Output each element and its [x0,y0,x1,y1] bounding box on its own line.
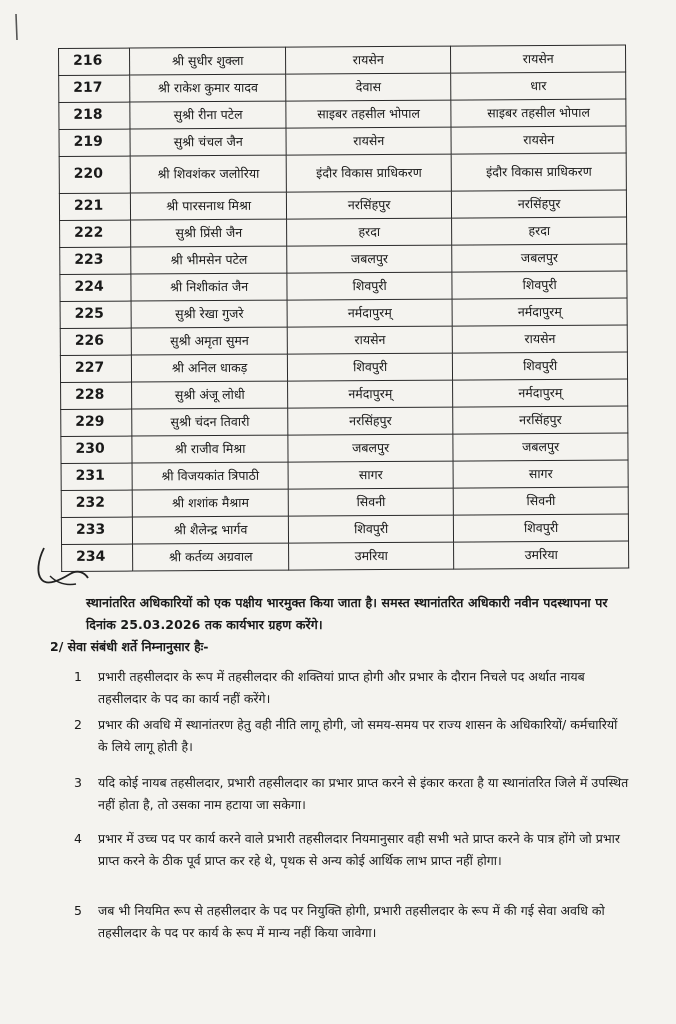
condition-text: जब भी नियमित रूप से तहसीलदार के पद पर नियुक्ति होगी, प्रभारी तहसीलदार के रूप में की गई सेवा अवधि को तहसीलदार के पद पर कार्य के रूप में मान्य नहीं किया जावेगा। [98,903,605,940]
serial-number-cell: 217 [59,75,130,102]
table-row [59,99,626,129]
current-posting-cell: जबलपुर [288,434,453,462]
officer-name-cell: श्री अनिल धाकड़ [132,354,288,382]
condition-item [74,666,630,710]
new-posting-cell: रायसेन [451,126,626,154]
current-posting-cell: सिवनी [288,488,453,516]
serial-number-cell: 221 [59,193,130,220]
current-posting-cell: शिवपुरी [287,353,452,381]
new-posting-cell: नर्मदापुरम् [453,379,628,407]
current-posting-cell: सागर [288,461,453,489]
current-posting-cell: देवास [286,73,451,101]
table-row [61,487,628,517]
officer-name-cell: श्री पारसनाथ मिश्रा [131,192,287,220]
intro-paragraph: स्थानांतरित अधिकारियों को एक पक्षीय भारमुक्त किया जाता है। समस्त स्थानांतरित अधिकारी नवीन पदस्थापना पर दिनांक 25.03.2026 तक कार्यभार ग्रहण करेंगे। [86,595,608,632]
condition-text: प्रभार की अवधि में स्थानांतरण हेतु वही नीति लागू होगी, जो समय-समय पर राज्य शासन के अधिकारियों/ कर्मचारियों के लिये लागू होती है। [98,717,618,754]
current-posting-cell: इंदौर विकास प्राधिकरण [286,154,452,192]
table-row [61,379,628,409]
margin-tick-mark [10,12,22,42]
condition-text: प्रभारी तहसीलदार के रूप में तहसीलदार की शक्तियां प्राप्त होगी और प्रभार के दौरान निचले पद अर्थात नायब तहसीलदार के पद का कार्य नहीं करेंगे। [98,669,585,706]
new-posting-cell: नरसिंहपुर [453,406,628,434]
officer-name-cell: सुश्री अमृता सुमन [132,327,288,355]
table-row [61,406,628,436]
table-row [60,244,627,274]
serial-number-cell: 233 [61,517,132,544]
officer-name-cell: सुश्री चंचल जैन [130,128,286,156]
serial-number-cell: 224 [60,274,131,301]
officer-name-cell: श्री निशीकांत जैन [131,273,287,301]
serial-number-cell: 234 [62,544,133,571]
table-row [62,541,629,571]
condition-number: 2 [74,717,82,732]
condition-text: प्रभार में उच्च पद पर कार्य करने वाले प्रभारी तहसीलदार नियमानुसार वही सभी भते प्राप्त करने के पात्र होंगे जो प्रभार प्राप्त करने के ठीक पूर्व प्राप्त कर रहे थे, पृथक से अन्य कोई आर्थिक लाभ प्राप्त नहीं होगा। [98,831,621,868]
table-row [61,514,628,544]
officer-name-cell: श्री शिवशंकर जलोरिया [130,155,286,193]
officer-name-cell: सुश्री प्रिंसी जैन [131,219,287,247]
new-posting-cell: साइबर तहसील भोपाल [451,99,626,127]
officer-name-cell: सुश्री रीना पटेल [130,101,286,129]
table-row [60,352,627,382]
current-posting-cell: नरसिंहपुर [288,407,453,435]
table-row [60,298,627,328]
transfer-table [58,45,629,572]
condition-item [74,772,630,816]
officer-name-cell: श्री भीमसेन पटेल [131,246,287,274]
current-posting-cell: रायसेन [286,46,451,74]
new-posting-cell: शिवपुरी [452,271,627,299]
table-row [59,190,626,220]
table-row [60,325,627,355]
new-posting-cell: जबलपुर [453,433,628,461]
officer-name-cell: श्री सुधीर शुक्ला [130,47,286,75]
serial-number-cell: 220 [59,156,131,193]
serial-number-cell: 228 [61,382,132,409]
current-posting-cell: शिवपुरी [288,515,453,543]
officer-name-cell: श्री राकेश कुमार यादव [130,74,286,102]
table-row [59,126,626,156]
table-row [59,72,626,102]
current-posting-cell: हरदा [287,218,452,246]
new-posting-cell: नर्मदापुरम् [452,298,627,326]
serial-number-cell: 226 [60,328,131,355]
new-posting-cell: रायसेन [451,45,626,73]
condition-number: 5 [74,903,82,918]
serial-number-cell: 225 [60,301,131,328]
condition-number: 4 [74,831,82,846]
condition-number: 3 [74,775,82,790]
new-posting-cell: सिवनी [454,487,629,515]
handwritten-scribble [30,540,90,590]
new-posting-cell: उमरिया [454,541,629,569]
new-posting-cell: धार [451,72,626,100]
current-posting-cell: नर्मदापुरम् [287,299,452,327]
new-posting-cell: शिवपुरी [454,514,629,542]
table-row [59,153,626,193]
new-posting-cell: सागर [453,460,628,488]
officer-name-cell: श्री शैलेन्द्र भार्गव [133,516,289,544]
table-row [60,217,627,247]
table-row [61,433,628,463]
serial-number-cell: 222 [60,220,131,247]
current-posting-cell: रायसेन [286,127,451,155]
current-posting-cell: साइबर तहसील भोपाल [286,100,451,128]
officer-name-cell: श्री कर्तव्य अग्रवाल [133,543,289,571]
new-posting-cell: जबलपुर [452,244,627,272]
officer-name-cell: सुश्री चंदन तिवारी [132,408,288,436]
new-posting-cell: रायसेन [453,325,628,353]
serial-number-cell: 227 [60,355,131,382]
new-posting-cell: इंदौर विकास प्राधिकरण [451,153,626,191]
serial-number-cell: 229 [61,409,132,436]
condition-number: 1 [74,669,82,684]
serial-number-cell: 231 [61,463,132,490]
condition-item [74,900,630,944]
serial-number-cell: 223 [60,247,131,274]
condition-item [74,714,630,758]
officer-name-cell: सुश्री रेखा गुजरे [131,300,287,328]
officer-name-cell: श्री शशांक मैश्राम [133,489,289,517]
conditions-heading: 2/ सेवा संबंधी शर्ते निम्नानुसार हैः- [50,639,209,654]
condition-item [74,828,630,872]
serial-number-cell: 216 [59,48,130,75]
table-row [61,460,628,490]
condition-text: यदि कोई नायब तहसीलदार, प्रभारी तहसीलदार का प्रभार प्राप्त करने से इंकार करता है या स्थानांतरित जिले में उपस्थित नहीं होता है, तो उसका नाम हटाया जा सकेगा। [98,775,629,812]
current-posting-cell: रायसेन [287,326,452,354]
table-row [60,271,627,301]
table-row [59,45,626,75]
officer-name-cell: श्री विजयकांत त्रिपाठी [132,462,288,490]
serial-number-cell: 230 [61,436,132,463]
current-posting-cell: शिवपुरी [287,272,452,300]
current-posting-cell: जबलपुर [287,245,452,273]
officer-name-cell: सुश्री अंजू लोधी [132,381,288,409]
serial-number-cell: 232 [61,490,132,517]
current-posting-cell: नरसिंहपुर [286,191,451,219]
serial-number-cell: 218 [59,102,130,129]
new-posting-cell: हरदा [452,217,627,245]
new-posting-cell: शिवपुरी [453,352,628,380]
current-posting-cell: नर्मदापुरम् [288,380,453,408]
officer-name-cell: श्री राजीव मिश्रा [132,435,288,463]
current-posting-cell: उमरिया [289,542,454,570]
new-posting-cell: नरसिंहपुर [452,190,627,218]
serial-number-cell: 219 [59,129,130,156]
